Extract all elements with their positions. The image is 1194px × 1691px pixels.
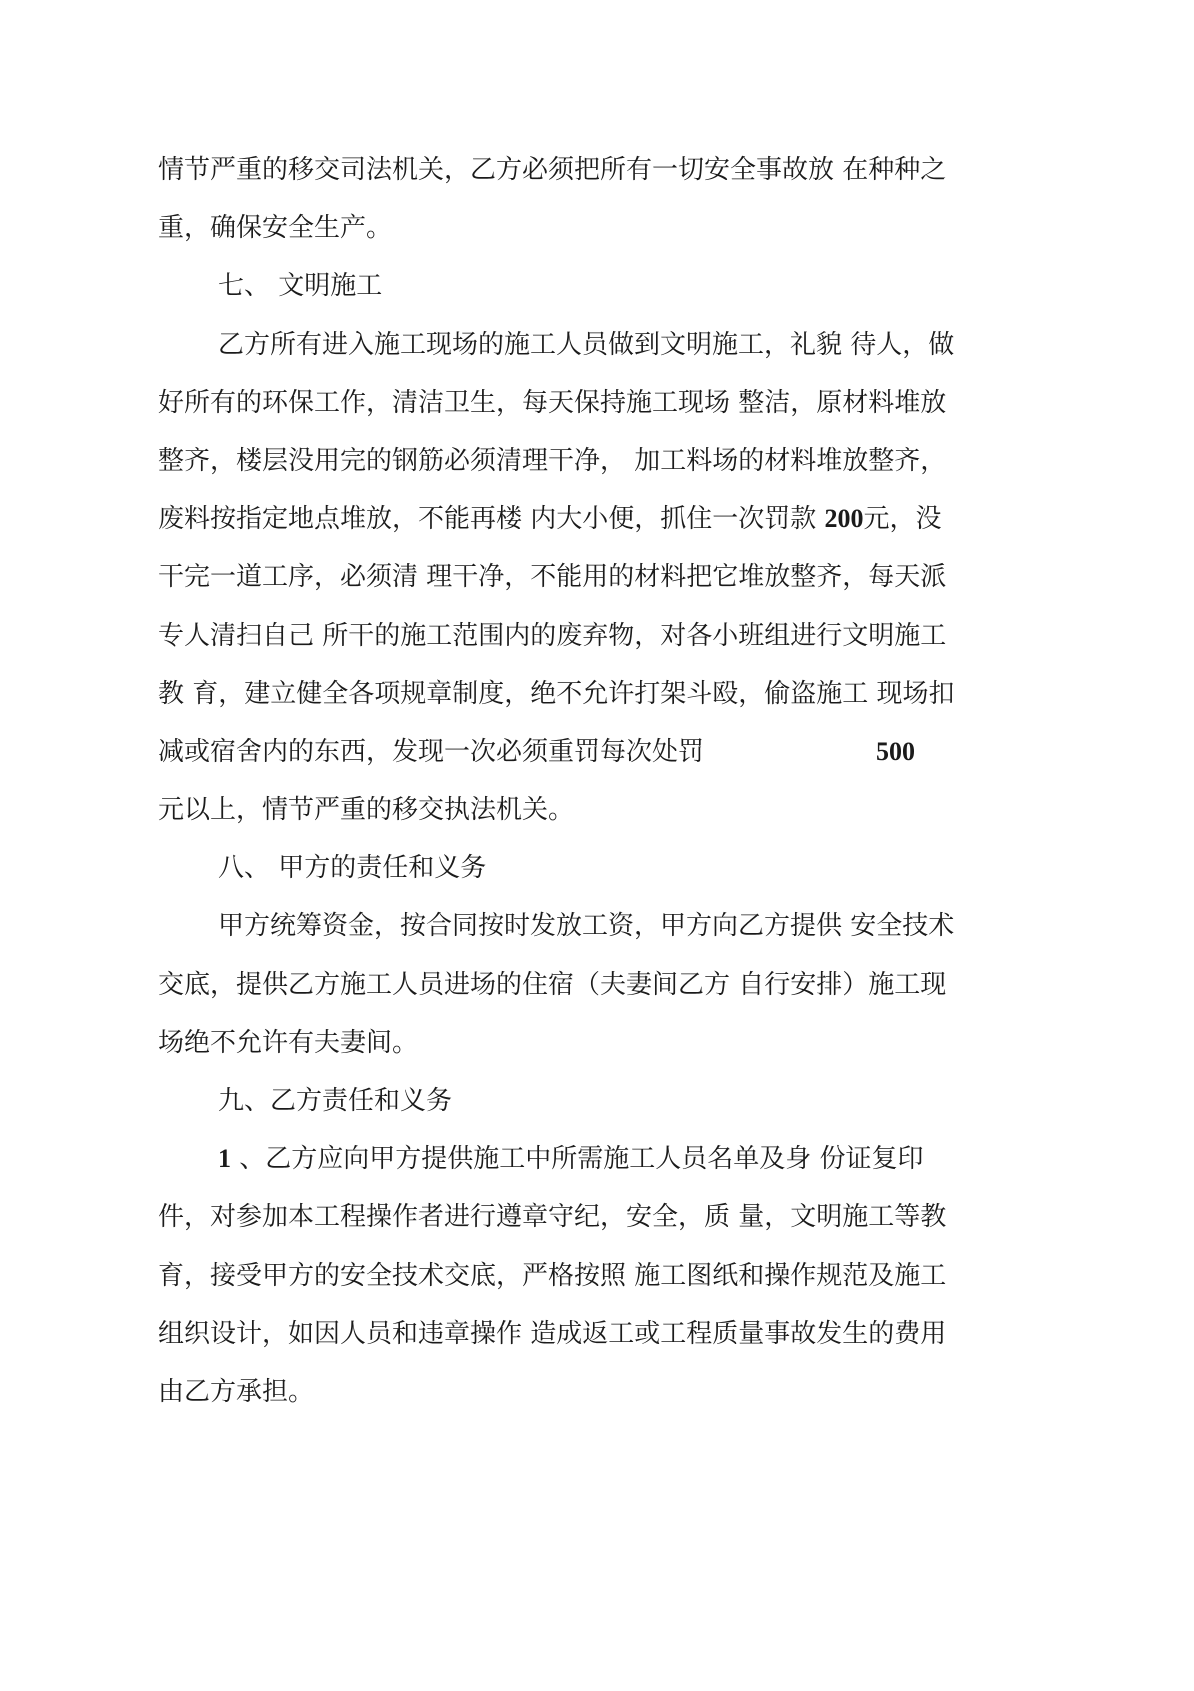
text-line: 场绝不允许有夫妻间。 xyxy=(158,1027,419,1058)
list-item-first-line xyxy=(158,1130,1194,1188)
fine-amount: 200 xyxy=(824,504,864,534)
text-line: 整齐，楼层没用完的钢筋必须清理干净， 加工料场的材料堆放整齐， xyxy=(158,445,947,476)
text-line: 育，接受甲方的安全技术交底，严格按照 施工图纸和操作规范及施工 xyxy=(158,1260,947,1291)
section-heading: 七、 文明施工 xyxy=(218,271,383,302)
text-line: 教 育，建立健全各项规章制度，绝不允许打架斗殴，偷盗施工 现场扣 xyxy=(158,678,955,709)
text-line: 甲方统筹资金，按合同按时发放工资，甲方向乙方提供 安全技术 xyxy=(218,911,955,942)
text-line: 由乙方承担。 xyxy=(158,1376,315,1407)
section-heading: 九、乙方责任和义务 xyxy=(218,1086,453,1116)
penalty-amount: 500 xyxy=(876,736,915,766)
text-line: 重，确保安全生产。 xyxy=(158,213,393,244)
text-line: 乙方所有进入施工现场的施工人员做到文明施工，礼貌 待人，做 xyxy=(218,329,955,360)
intro-paragraph xyxy=(158,141,1194,257)
section-7-civilized-construction xyxy=(158,257,1194,839)
penalty-text: 减或宿舍内的东西，发现一次必须重罚每次处罚 xyxy=(158,736,705,767)
list-item-number: 1 xyxy=(218,1144,231,1174)
fine-text-line xyxy=(158,490,1194,548)
fine-text-after: 元，没 xyxy=(863,504,942,535)
text-line: 专人清扫自己 所干的施工范围内的废弃物，对各小班组进行文明施工 xyxy=(158,620,947,651)
text-line: 元以上，情节严重的移交执法机关。 xyxy=(158,795,575,826)
text-line: 组织设计，如因人员和违章操作 造成返工或工程质量事故发生的费用 xyxy=(158,1318,947,1349)
section-9-party-b-duties xyxy=(158,1072,1194,1421)
text-line: 好所有的环保工作，清洁卫生，每天保持施工现场 整洁，原材料堆放 xyxy=(158,387,947,418)
text-line: 干完一道工序，必须清 理干净，不能用的材料把它堆放整齐，每天派 xyxy=(158,562,947,593)
penalty-text-line xyxy=(158,723,915,781)
section-8-party-a-duties xyxy=(158,839,1194,1072)
fine-text-before: 废料按指定地点堆放，不能再楼 内大小便，抓住一次罚款 xyxy=(158,504,825,535)
text-line: 情节严重的移交司法机关，乙方必须把所有一切安全事故放 在种种之 xyxy=(158,155,947,185)
section-heading: 八、 甲方的责任和义务 xyxy=(218,853,487,884)
text-line: 交底，提供乙方施工人员进场的住宿（夫妻间乙方 自行安排）施工现 xyxy=(158,969,947,1000)
text-line: 件，对参加本工程操作者进行遵章守纪，安全，质 量，文明施工等教 xyxy=(158,1202,947,1233)
list-item-text: 、乙方应向甲方提供施工中所需施工人员名单及身 份证复印 xyxy=(231,1144,924,1175)
